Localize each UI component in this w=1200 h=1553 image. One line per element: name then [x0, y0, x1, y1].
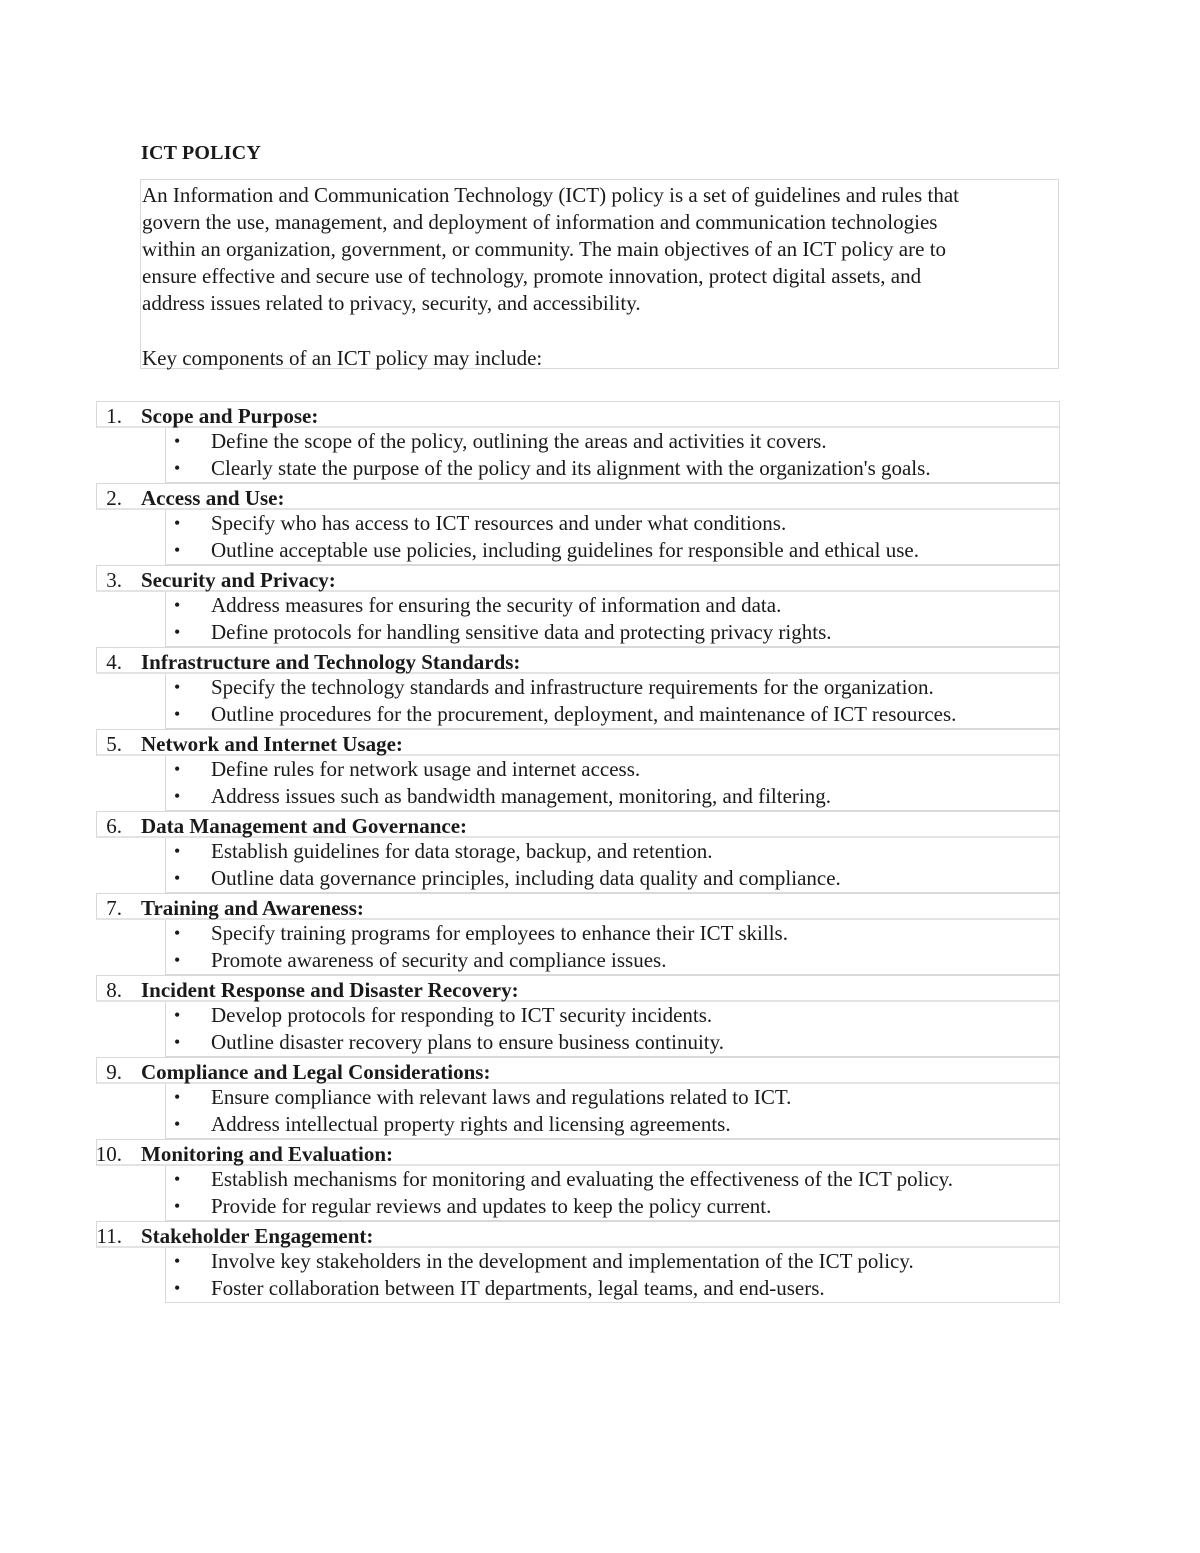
- list-item: [96, 565, 1060, 647]
- section-number: 7.: [106, 896, 122, 920]
- bullet-dot-icon: •: [174, 595, 181, 615]
- section-heading: Infrastructure and Technology Standards:: [141, 650, 521, 674]
- bullet-list: [165, 1002, 1060, 1057]
- list-item: [96, 1057, 1060, 1139]
- bullet-item: [166, 1248, 1059, 1275]
- bullet-dot-icon: •: [174, 677, 181, 697]
- bullet-dot-icon: •: [174, 841, 181, 861]
- section-number: 5.: [106, 732, 122, 756]
- section-number: 1.: [106, 404, 122, 428]
- intro-line: ensure effective and secure use of technology, promote innovation, protect digital assets, and: [142, 264, 922, 288]
- list-item: [96, 483, 1060, 565]
- section-heading-row: [96, 401, 1060, 428]
- bullet-text: Involve key stakeholders in the development and implementation of the ICT policy.: [211, 1249, 914, 1273]
- bullet-item: [166, 701, 1059, 728]
- bullet-dot-icon: •: [174, 868, 181, 888]
- section-heading: Training and Awareness:: [141, 896, 364, 920]
- bullet-text: Outline disaster recovery plans to ensure business continuity.: [211, 1030, 725, 1054]
- bullet-dot-icon: •: [174, 1087, 181, 1107]
- list-item: [96, 647, 1060, 729]
- bullet-list: [165, 428, 1060, 483]
- bullet-dot-icon: •: [174, 622, 181, 642]
- section-heading: Compliance and Legal Considerations:: [141, 1060, 491, 1084]
- bullet-text: Clearly state the purpose of the policy and its alignment with the organization's goals.: [211, 456, 931, 480]
- bullet-item: [166, 1084, 1059, 1111]
- bullet-dot-icon: •: [174, 458, 181, 478]
- bullet-text: Promote awareness of security and compliance issues.: [211, 948, 667, 972]
- section-number: 10.: [95, 1142, 122, 1166]
- bullet-dot-icon: •: [174, 704, 181, 724]
- intro-line: govern the use, management, and deployment of information and communication technologies: [142, 210, 938, 234]
- bullet-text: Outline acceptable use policies, including guidelines for responsible and ethical use.: [211, 538, 919, 562]
- bullet-item: [166, 592, 1059, 619]
- section-heading: Scope and Purpose:: [141, 404, 319, 428]
- section-number: 3.: [106, 568, 122, 592]
- section-number: 11.: [96, 1224, 122, 1248]
- intro-line: within an organization, government, or community. The main objectives of an ICT policy are to: [142, 237, 947, 261]
- bullet-dot-icon: •: [174, 540, 181, 560]
- bullet-dot-icon: •: [174, 1251, 181, 1271]
- section-heading: Access and Use:: [141, 486, 285, 510]
- bullet-list: [165, 1084, 1060, 1139]
- section-heading: Network and Internet Usage:: [141, 732, 403, 756]
- bullet-dot-icon: •: [174, 513, 181, 533]
- intro-lead: Key components of an ICT policy may include:: [142, 346, 543, 370]
- bullet-text: Address intellectual property rights and licensing agreements.: [211, 1112, 731, 1136]
- bullet-text: Outline procedures for the procurement, deployment, and maintenance of ICT resources.: [211, 702, 957, 726]
- bullet-dot-icon: •: [174, 950, 181, 970]
- bullet-item: [166, 1275, 1059, 1302]
- bullet-item: [166, 1029, 1059, 1056]
- bullet-text: Ensure compliance with relevant laws and regulations related to ICT.: [211, 1085, 792, 1109]
- section-heading-row: [96, 975, 1060, 1002]
- list-item: [96, 1221, 1060, 1303]
- bullet-item: [166, 1002, 1059, 1029]
- section-heading: Incident Response and Disaster Recovery:: [141, 978, 519, 1002]
- bullet-list: [165, 674, 1060, 729]
- bullet-dot-icon: •: [174, 1278, 181, 1298]
- bullet-dot-icon: •: [174, 1196, 181, 1216]
- section-number: 8.: [106, 978, 122, 1002]
- list-item: [96, 1139, 1060, 1221]
- section-heading-row: [96, 483, 1060, 510]
- bullet-text: Define rules for network usage and internet access.: [211, 757, 641, 781]
- bullet-list: [165, 592, 1060, 647]
- section-number: 4.: [106, 650, 122, 674]
- bullet-text: Address measures for ensuring the security of information and data.: [211, 593, 782, 617]
- bullet-item: [166, 865, 1059, 892]
- bullet-dot-icon: •: [174, 923, 181, 943]
- bullet-text: Establish guidelines for data storage, backup, and retention.: [211, 839, 713, 863]
- bullet-dot-icon: •: [174, 1169, 181, 1189]
- section-heading-row: [96, 1057, 1060, 1084]
- bullet-item: [166, 674, 1059, 701]
- bullet-item: [166, 947, 1059, 974]
- section-heading-row: [96, 1221, 1060, 1248]
- bullet-text: Specify who has access to ICT resources and under what conditions.: [211, 511, 787, 535]
- bullet-text: Foster collaboration between IT departments, legal teams, and end-users.: [211, 1276, 825, 1300]
- bullet-item: [166, 510, 1059, 537]
- list-item: [96, 729, 1060, 811]
- bullet-item: [166, 1193, 1059, 1220]
- list-item: [96, 893, 1060, 975]
- bullet-item: [166, 455, 1059, 482]
- section-heading-row: [96, 729, 1060, 756]
- section-number: 6.: [106, 814, 122, 838]
- bullet-text: Outline data governance principles, including data quality and compliance.: [211, 866, 841, 890]
- intro-line: An Information and Communication Technology (ICT) policy is a set of guidelines and rules that: [142, 183, 959, 207]
- bullet-item: [166, 756, 1059, 783]
- bullet-text: Specify the technology standards and infrastructure requirements for the organization.: [211, 675, 934, 699]
- list-item: [96, 401, 1060, 483]
- section-heading: Data Management and Governance:: [141, 814, 468, 838]
- bullet-text: Define the scope of the policy, outlining the areas and activities it covers.: [211, 429, 827, 453]
- bullet-item: [166, 428, 1059, 455]
- bullet-text: Define protocols for handling sensitive data and protecting privacy rights.: [211, 620, 832, 644]
- bullet-dot-icon: •: [174, 1114, 181, 1134]
- section-heading-row: [96, 811, 1060, 838]
- bullet-text: Establish mechanisms for monitoring and evaluating the effectiveness of the ICT policy.: [211, 1167, 954, 1191]
- bullet-dot-icon: •: [174, 431, 181, 451]
- bullet-dot-icon: •: [174, 759, 181, 779]
- section-number: 2.: [106, 486, 122, 510]
- bullet-dot-icon: •: [174, 1005, 181, 1025]
- bullet-text: Develop protocols for responding to ICT security incidents.: [211, 1003, 713, 1027]
- section-heading-row: [96, 565, 1060, 592]
- section-heading-row: [96, 647, 1060, 674]
- list-item: [96, 975, 1060, 1057]
- bullet-item: [166, 537, 1059, 564]
- bullet-list: [165, 756, 1060, 811]
- bullet-text: Provide for regular reviews and updates to keep the policy current.: [211, 1194, 772, 1218]
- bullet-text: Address issues such as bandwidth management, monitoring, and filtering.: [211, 784, 831, 808]
- section-heading: Security and Privacy:: [141, 568, 336, 592]
- bullet-item: [166, 1166, 1059, 1193]
- intro-text-box: [140, 179, 1059, 369]
- section-number: 9.: [106, 1060, 122, 1084]
- section-heading-row: [96, 893, 1060, 920]
- section-heading-row: [96, 1139, 1060, 1166]
- numbered-section-list: [96, 401, 1060, 1303]
- bullet-list: [165, 510, 1060, 565]
- bullet-item: [166, 783, 1059, 810]
- bullet-dot-icon: •: [174, 1032, 181, 1052]
- intro-line: address issues related to privacy, security, and accessibility.: [142, 291, 641, 315]
- section-heading: Stakeholder Engagement:: [141, 1224, 374, 1248]
- list-item: [96, 811, 1060, 893]
- bullet-text: Specify training programs for employees to enhance their ICT skills.: [211, 921, 788, 945]
- paragraph-gap: [142, 317, 1057, 345]
- page-title: ICT POLICY: [141, 142, 261, 164]
- bullet-list: [165, 838, 1060, 893]
- bullet-item: [166, 838, 1059, 865]
- bullet-item: [166, 619, 1059, 646]
- bullet-item: [166, 920, 1059, 947]
- section-heading: Monitoring and Evaluation:: [141, 1142, 394, 1166]
- bullet-list: [165, 1166, 1060, 1221]
- bullet-dot-icon: •: [174, 786, 181, 806]
- bullet-list: [165, 920, 1060, 975]
- bullet-list: [165, 1248, 1060, 1303]
- bullet-item: [166, 1111, 1059, 1138]
